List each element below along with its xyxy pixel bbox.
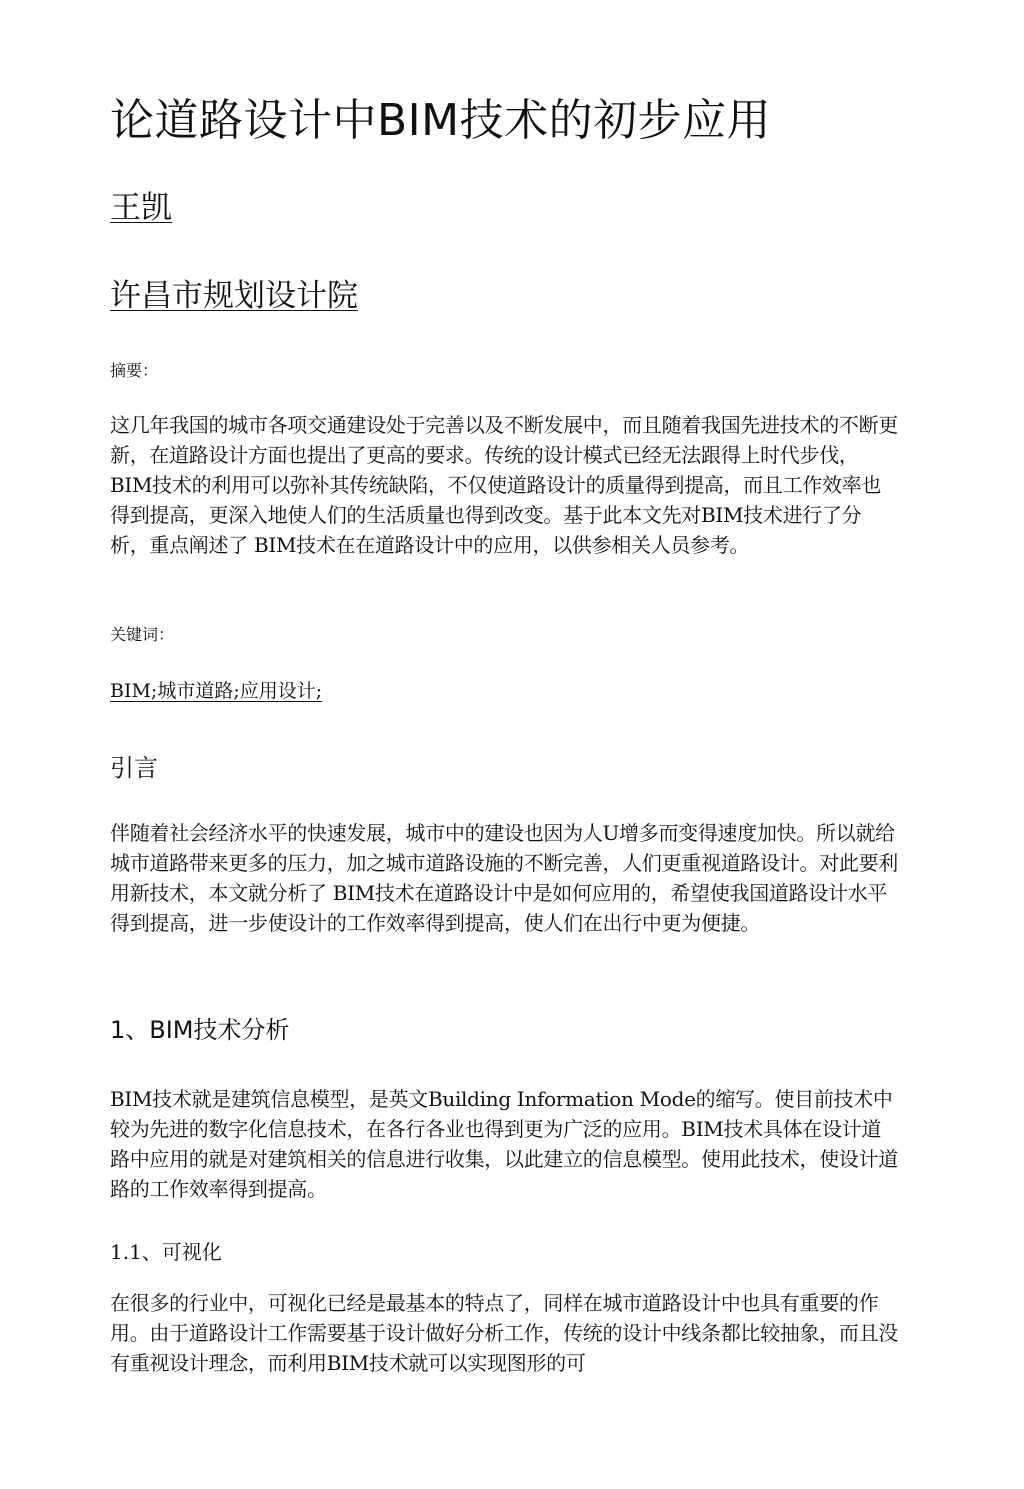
keywords-label: 关键词： [110, 625, 175, 644]
keywords-text[interactable]: BIM;城市道路;应用设计; [110, 680, 323, 702]
section-1-text: BIM技术就是建筑信息模型，是英文Building Information Mode的缩写。使目前技术中较为先进的数字化信息技术，在各行各业也得到更为广泛的应用。BIM技术具体在设计道路中应用的就是对建筑相关的信息进行收集，以此建立的信息模型。使用此技术，使设计道路的工作效率得到提高。 [110, 1087, 898, 1201]
paper-title: 论道路设计中BIM技术的初步应用 [110, 95, 772, 146]
section-1-heading: 1、BIM技术分析 [110, 1016, 290, 1044]
intro-text: 伴随着社会经济水平的快速发展，城市中的建设也因为人U增多而变得速度加快。所以就给城市道路带来更多的压力，加之城市道路设施的不断完善，人们更重视道路设计。对此要利用新技术，本文就分析了 BIM技术在道路设计中是如何应用的，希望使我国道路设计水平得到提高，进一步使设计的工作效率得到提高，使人们在出行中更为便捷。 [110, 821, 898, 935]
section-1-1-heading: 1.1、可视化 [110, 1240, 222, 1264]
author-affiliation[interactable]: 许昌市规划设计院 [110, 278, 358, 314]
intro-heading: 引言 [110, 754, 158, 782]
abstract-text: 这几年我国的城市各项交通建设处于完善以及不断发展中，而且随着我国先进技术的不断更新，在道路设计方面也提出了更高的要求。传统的设计模式已经无法跟得上时代步伐，BIM技术的利用可以弥补其传统缺陷，不仅使道路设计的质量得到提高，而且工作效率也得到提高，更深入地使人们的生活质量也得到改变。基于此本文先对BIM技术进行了分析，重点阐述了 BIM技术在在道路设计中的应用，以供参相关人员参考。 [110, 413, 898, 557]
abstract-label: 摘要： [110, 361, 159, 380]
section-1-1-text: 在很多的行业中，可视化已经是最基本的特点了，同样在城市道路设计中也具有重要的作用。由于道路设计工作需要基于设计做好分析工作，传统的设计中线条都比较抽象，而且没有重视设计理念，而利用BIM技术就可以实现图形的可 [110, 1291, 898, 1375]
author-name[interactable]: 王凯 [110, 190, 172, 226]
